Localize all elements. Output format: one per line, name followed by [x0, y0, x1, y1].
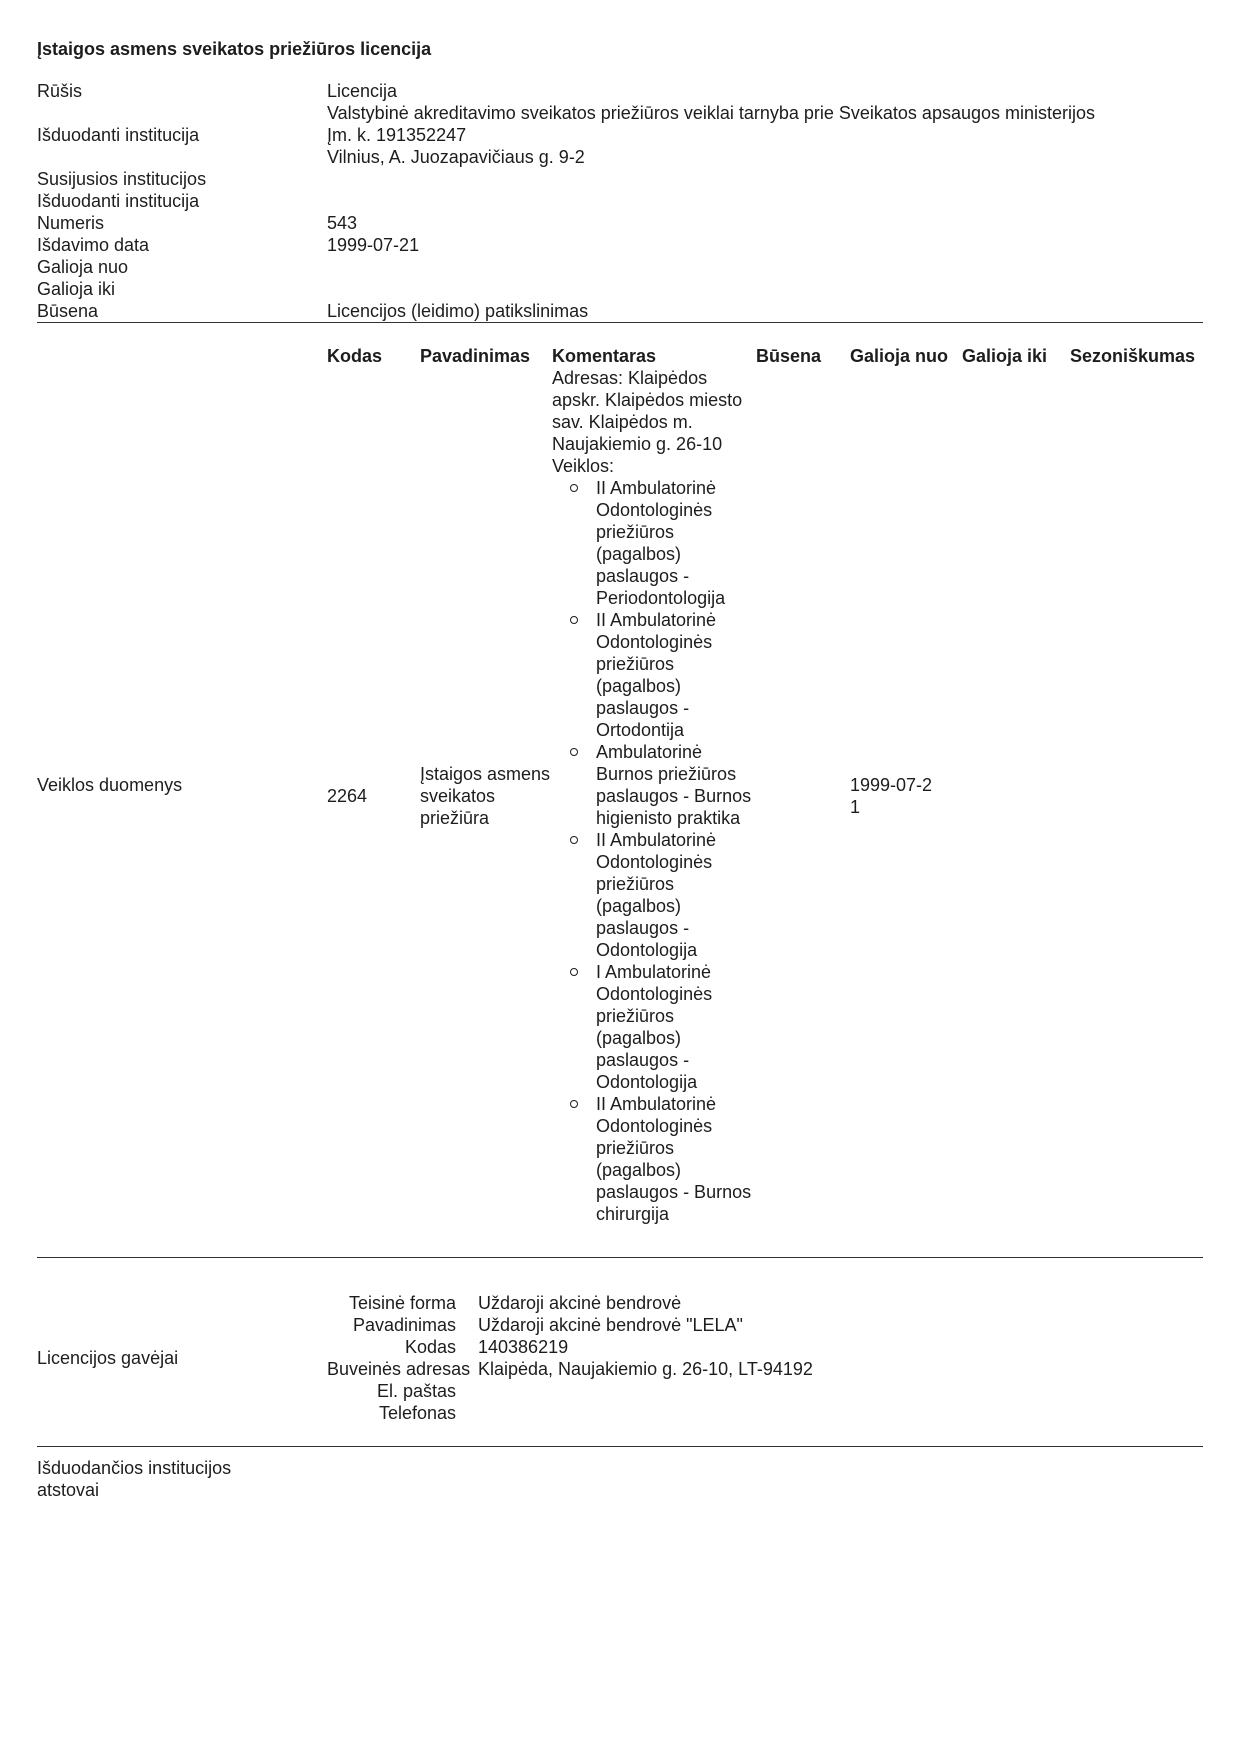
- row-seasonality: [1070, 367, 1203, 1225]
- issuer-name: Valstybinė akreditavimo sveikatos priežiūros veiklai tarnyba prie Sveikatos apsaugos ministerijos: [327, 103, 1096, 123]
- recipient-email-value: [478, 1380, 1203, 1402]
- number-value: 543: [327, 213, 358, 233]
- col-name: Pavadinimas: [420, 346, 531, 366]
- document-title: Įstaigos asmens sveikatos priežiūros licencija: [37, 39, 432, 59]
- issuer-code: Įm. k. 191352247: [327, 125, 467, 145]
- list-item: II Ambulatorinė Odontologinės priežiūros (pagalbos) paslaugos - Ortodontija: [596, 609, 756, 741]
- legal-form-label: Teisinė forma: [348, 1293, 456, 1313]
- type-value: Licencija: [327, 81, 398, 101]
- license-header: [37, 80, 1203, 322]
- valid-to-label: Galioja iki: [37, 279, 116, 299]
- issuer2-value: [327, 190, 1203, 212]
- comment-activities-label: Veiklos:: [552, 456, 615, 476]
- recipients-details: [327, 1292, 1203, 1424]
- license-document: [37, 38, 1203, 1501]
- issue-date-label: Išdavimo data: [37, 235, 150, 255]
- valid-from-value: [327, 256, 1203, 278]
- issue-date-value: 1999-07-21: [327, 235, 420, 255]
- number-label: Numeris: [37, 213, 105, 233]
- row-valid-from: 1999-07-21: [850, 775, 933, 817]
- recipient-code-value: 140386219: [478, 1337, 569, 1357]
- col-code: Kodas: [327, 346, 383, 366]
- recipient-name-value: Uždaroji akcinė bendrovė "LELA": [478, 1315, 743, 1335]
- list-item: Ambulatorinė Burnos priežiūros paslaugos - Burnos higienisto praktika: [596, 741, 756, 829]
- recipients-section: [37, 1292, 1203, 1424]
- list-item: II Ambulatorinė Odontologinės priežiūros (pagalbos) paslaugos - Periodontologija: [596, 477, 756, 609]
- valid-from-label: Galioja nuo: [37, 257, 129, 277]
- related-institutions-value: [327, 168, 1203, 190]
- issuer-label: Išduodanti institucija: [37, 125, 200, 145]
- activity-table: [327, 345, 1203, 1225]
- activity-section: [37, 345, 1203, 1225]
- table-header-row: [327, 345, 1203, 367]
- issuer-address: Vilnius, A. Juozapavičiaus g. 9-2: [327, 147, 585, 167]
- list-item: I Ambulatorinė Odontologinės priežiūros (pagalbos) paslaugos - Odontologija: [596, 961, 756, 1093]
- col-seasonality: Sezoniškumas: [1070, 346, 1196, 366]
- col-valid-to: Galioja iki: [962, 346, 1048, 366]
- recipient-phone-label: Telefonas: [378, 1403, 456, 1423]
- recipient-name-label: Pavadinimas: [352, 1315, 456, 1335]
- recipient-code-label: Kodas: [404, 1337, 456, 1357]
- legal-form-value: Uždaroji akcinė bendrovė: [478, 1293, 682, 1313]
- recipient-address-label: Buveinės adresas: [327, 1359, 471, 1379]
- divider: [37, 322, 1203, 323]
- row-valid-to: [962, 367, 1070, 1225]
- recipient-email-label: El. paštas: [376, 1381, 456, 1401]
- row-comment: [552, 367, 756, 1225]
- divider: [37, 1257, 1203, 1258]
- recipient-address-value: Klaipėda, Naujakiemio g. 26-10, LT-94192: [478, 1359, 813, 1379]
- col-status: Būsena: [756, 346, 822, 366]
- table-row: [327, 367, 1203, 1225]
- related-institutions-label: Susijusios institucijos: [37, 169, 207, 189]
- col-comment: Komentaras: [552, 346, 657, 366]
- activities-list: [552, 477, 756, 1225]
- row-code: 2264: [327, 786, 368, 806]
- issuer2-label: Išduodanti institucija: [37, 191, 200, 211]
- row-name: Įstaigos asmens sveikatos priežiūra: [420, 764, 551, 828]
- list-item: II Ambulatorinė Odontologinės priežiūros (pagalbos) paslaugos - Odontologija: [596, 829, 756, 961]
- list-item: II Ambulatorinė Odontologinės priežiūros (pagalbos) paslaugos - Burnos chirurgija: [596, 1093, 756, 1225]
- recipient-phone-value: [478, 1402, 1203, 1424]
- divider: [37, 1446, 1203, 1447]
- recipients-section-label: Licencijos gavėjai: [37, 1348, 179, 1368]
- status-label: Būsena: [37, 301, 99, 321]
- issuer-value: [327, 102, 1203, 168]
- activity-section-label: Veiklos duomenys: [37, 775, 183, 795]
- type-label: Rūšis: [37, 81, 83, 101]
- comment-address: Adresas: Klaipėdos apskr. Klaipėdos miesto sav. Klaipėdos m. Naujakiemio g. 26-10: [552, 368, 743, 454]
- status-value: Licencijos (leidimo) patikslinimas: [327, 301, 589, 321]
- representatives-label: Išduodančios institucijos atstovai: [37, 1458, 232, 1500]
- valid-to-value: [327, 278, 1203, 300]
- row-status: [756, 367, 850, 1225]
- col-valid-from: Galioja nuo: [850, 346, 949, 366]
